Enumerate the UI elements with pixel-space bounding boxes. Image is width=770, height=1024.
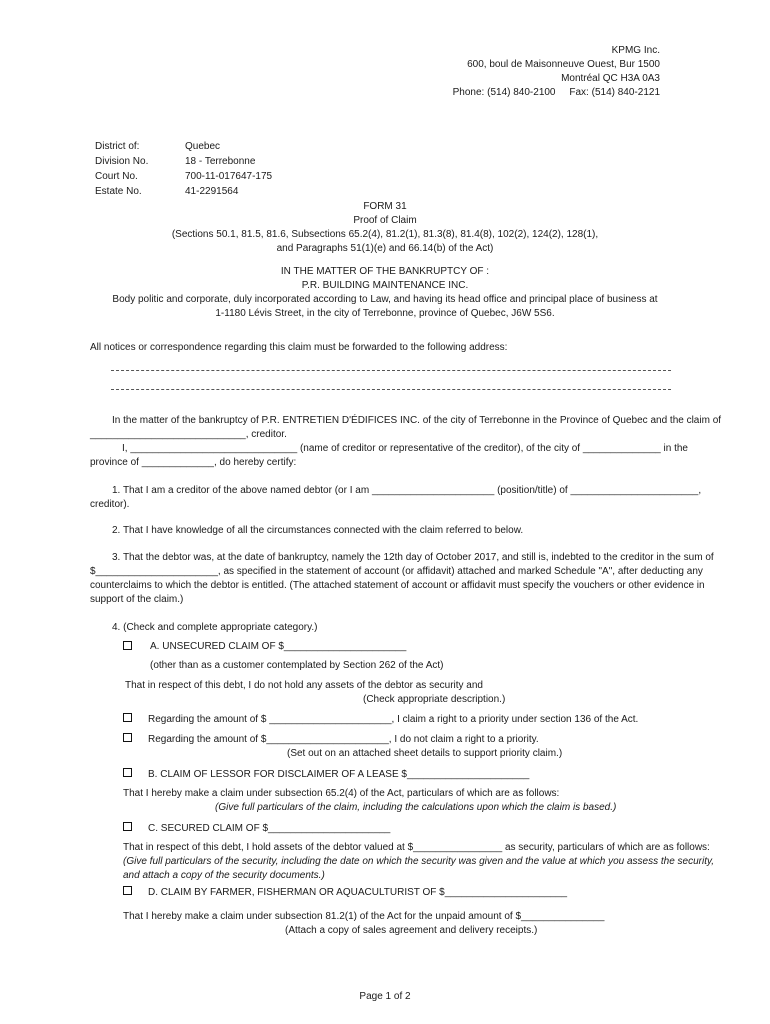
case-label-court: Court No. — [95, 171, 138, 182]
item-3-line-4: support of the claim.) — [90, 594, 184, 605]
matter-debtor: P.R. BUILDING MAINTENANCE INC. — [301, 280, 469, 291]
cat-b-text-2: (Give full particulars of the claim, including the calculations upon which the claim is based.) — [215, 802, 617, 813]
certify-line-1: I, ______________________________ (name of creditor or representative of the creditor), of the city of ______________ in the — [122, 443, 688, 454]
cat-c-text-3: and attach a copy of the security documents.) — [123, 870, 325, 881]
address-line-1[interactable] — [111, 370, 671, 371]
page-number: Page 1 of 2 — [359, 991, 411, 1002]
form-sections: (Sections 50.1, 81.5, 81.6, Subsections 65.2(4), 81.2(1), 81.3(8), 81.4(8), 102(2), 124(2), 128(1), — [171, 229, 599, 240]
case-value-district: Quebec — [185, 141, 221, 152]
checkbox-secured-claim[interactable] — [123, 822, 132, 831]
matter-desc-1: Body politic and corporate, duly incorporated according to Law, and having its head office and principal place of business at — [112, 294, 658, 305]
cat-b-text-1: That I hereby make a claim under subsection 65.2(4) of the Act, particulars of which are as follows: — [123, 788, 560, 799]
cat-d-label: D. CLAIM BY FARMER, FISHERMAN OR AQUACULTURIST OF $______________________ — [148, 887, 568, 898]
item-3-line-3: counterclaims to which the debtor is entitled. (The attached statement of account or affidavit must specify the vouchers or other evidence in — [90, 580, 705, 591]
matter-desc-2: 1-1180 Lévis Street, in the city of Terrebonne, province of Quebec, J6W 5S6. — [215, 308, 555, 319]
item-1-line-1: 1. That I am a creditor of the above named debtor (or I am ______________________ (position/title) of _______________________, — [112, 485, 702, 496]
case-value-court: 700-11-017647-175 — [185, 171, 273, 182]
matter-paragraph-line-1: In the matter of the bankruptcy of P.R. ENTRETIEN D'ÉDIFICES INC. of the city of Terrebonne in the Province of Quebec and the claim of — [112, 415, 722, 426]
firm-street: 600, boul de Maisonneuve Ouest, Bur 1500 — [467, 59, 660, 70]
cat-c-text-2: (Give full particulars of the security, including the date on which the security was given and the value at which you assess the security, — [123, 856, 715, 867]
checkbox-unsecured-claim[interactable] — [123, 641, 132, 650]
cat-a-option-2: Regarding the amount of $______________________, I do not claim a right to a priority. — [148, 734, 539, 745]
address-line-2[interactable] — [111, 389, 671, 390]
checkbox-no-priority-claim[interactable] — [123, 733, 132, 742]
case-label-division: Division No. — [95, 156, 149, 167]
certify-line-2: province of _____________, do hereby certify: — [90, 457, 297, 468]
cat-b-label: B. CLAIM OF LESSOR FOR DISCLAIMER OF A LEASE $______________________ — [148, 769, 530, 780]
firm-city: Montréal QC H3A 0A3 — [561, 73, 660, 84]
item-3-line-2: $______________________, as specified in the statement of account (or affidavit) attached and marked Schedule "A", after deducting any — [90, 566, 703, 577]
firm-name: KPMG Inc. — [611, 45, 660, 56]
form-title: Proof of Claim — [353, 215, 417, 226]
item-4: 4. (Check and complete appropriate category.) — [112, 622, 318, 633]
cat-a-option-2-note: (Set out on an attached sheet details to support priority claim.) — [287, 748, 563, 759]
cat-d-text-2: (Attach a copy of sales agreement and delivery receipts.) — [285, 925, 538, 936]
cat-a-option-1: Regarding the amount of $ ______________________, I claim a right to a priority under section 136 of the Act. — [148, 714, 639, 725]
cat-a-note: (other than as a customer contemplated by Section 262 of the Act) — [150, 660, 444, 671]
cat-d-text-1: That I hereby make a claim under subsection 81.2(1) of the Act for the unpaid amount of $_______________ — [123, 911, 605, 922]
firm-phone-fax: Phone: (514) 840-2100 Fax: (514) 840-2121 — [452, 87, 660, 98]
form-number: FORM 31 — [363, 201, 407, 212]
notices-text: All notices or correspondence regarding this claim must be forwarded to the following address: — [90, 342, 508, 353]
matter-heading: IN THE MATTER OF THE BANKRUPTCY OF : — [280, 266, 490, 277]
item-1-line-2: creditor). — [90, 499, 130, 510]
case-value-estate: 41-2291564 — [185, 186, 239, 197]
cat-c-label: C. SECURED CLAIM OF $______________________ — [148, 823, 391, 834]
cat-a-label: A. UNSECURED CLAIM OF $______________________ — [150, 641, 407, 652]
checkbox-farmer-claim[interactable] — [123, 886, 132, 895]
form-paragraphs: and Paragraphs 51(1)(e) and 66.14(b) of the Act) — [276, 243, 494, 254]
case-label-district: District of: — [95, 141, 140, 152]
checkbox-priority-claim[interactable] — [123, 713, 132, 722]
checkbox-lessor-claim[interactable] — [123, 768, 132, 777]
cat-a-text-1: That in respect of this debt, I do not hold any assets of the debtor as security and — [125, 680, 483, 691]
case-label-estate: Estate No. — [95, 186, 142, 197]
case-value-division: 18 - Terrebonne — [185, 156, 256, 167]
cat-a-text-2: (Check appropriate description.) — [363, 694, 506, 705]
cat-c-text-1: That in respect of this debt, I hold assets of the debtor valued at $________________ as security, particulars of which are as follows: — [123, 842, 710, 853]
item-2: 2. That I have knowledge of all the circumstances connected with the claim referred to below. — [112, 525, 524, 536]
item-3-line-1: 3. That the debtor was, at the date of bankruptcy, namely the 12th day of October 2017, and still is, indebted to the creditor in the sum of — [112, 552, 714, 563]
matter-paragraph-line-2: ____________________________, creditor. — [90, 429, 287, 440]
